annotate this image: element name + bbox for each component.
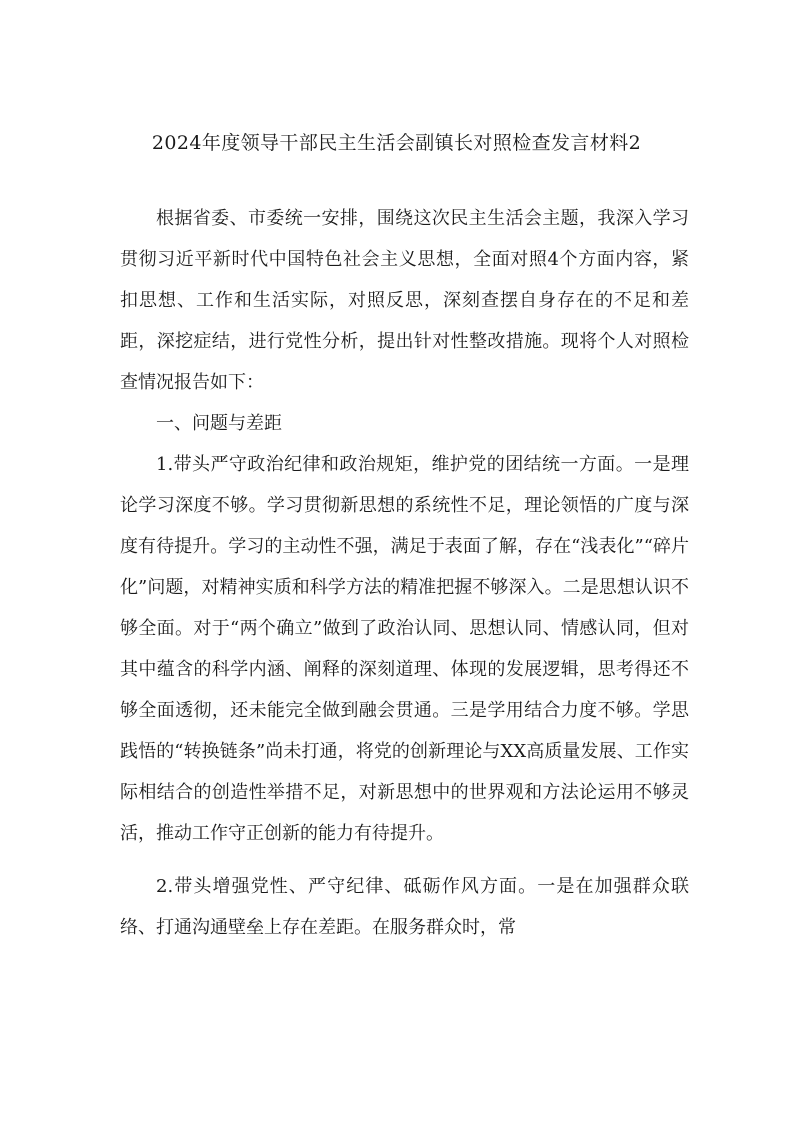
point-1-paragraph: 1.带头严守政治纪律和政治规矩，维护党的团结统一方面。一是理论学习深度不够。学习贯彻新思想的系统性不足，理论领悟的广度与深度有待提升。学习的主动性不强，满足于表面了解，存在“浅表化”“碎片化”问题，对精神实质和科学方法的精准把握不够深入。二是思想认识不够全面。对于“两个确立”做到了政治认同、思想认同、情感认同，但对其中蕴含的科学内涵、阐释的深刻道理、体现的发展逻辑，思考得还不够全面透彻，还未能完全做到融会贯通。三是学用结合力度不够。学思践悟的“转换链条”尚未打通，将党的创新理论与XX高质量发展、工作实际相结合的创造性举措不足，对新思想中的世界观和方法论运用不够灵活，推动工作守正创新的能力有待提升。: [120, 454, 689, 844]
intro-paragraph: 根据省委、市委统一安排，围绕这次民主生活会主题，我深入学习贯彻习近平新时代中国特色社会主义思想，全面对照4个方面内容，紧扣思想、工作和生活实际，对照反思，深刻查摆自身存在的不足和差距，深挖症结，进行党性分析，提出针对性整改措施。现将个人对照检查情况报告如下：: [120, 208, 689, 393]
document-body: [120, 198, 689, 948]
section-heading-problems: 一、问题与差距: [156, 413, 282, 434]
document-title: 2024年度领导干部民主生活会副镇长对照检查发言材料2: [151, 132, 642, 154]
point-2-paragraph: 2.带头增强党性、严守纪律、砥砺作风方面。一是在加强群众联络、打通沟通壁垒上存在差距。在服务群众时，常: [120, 876, 689, 938]
